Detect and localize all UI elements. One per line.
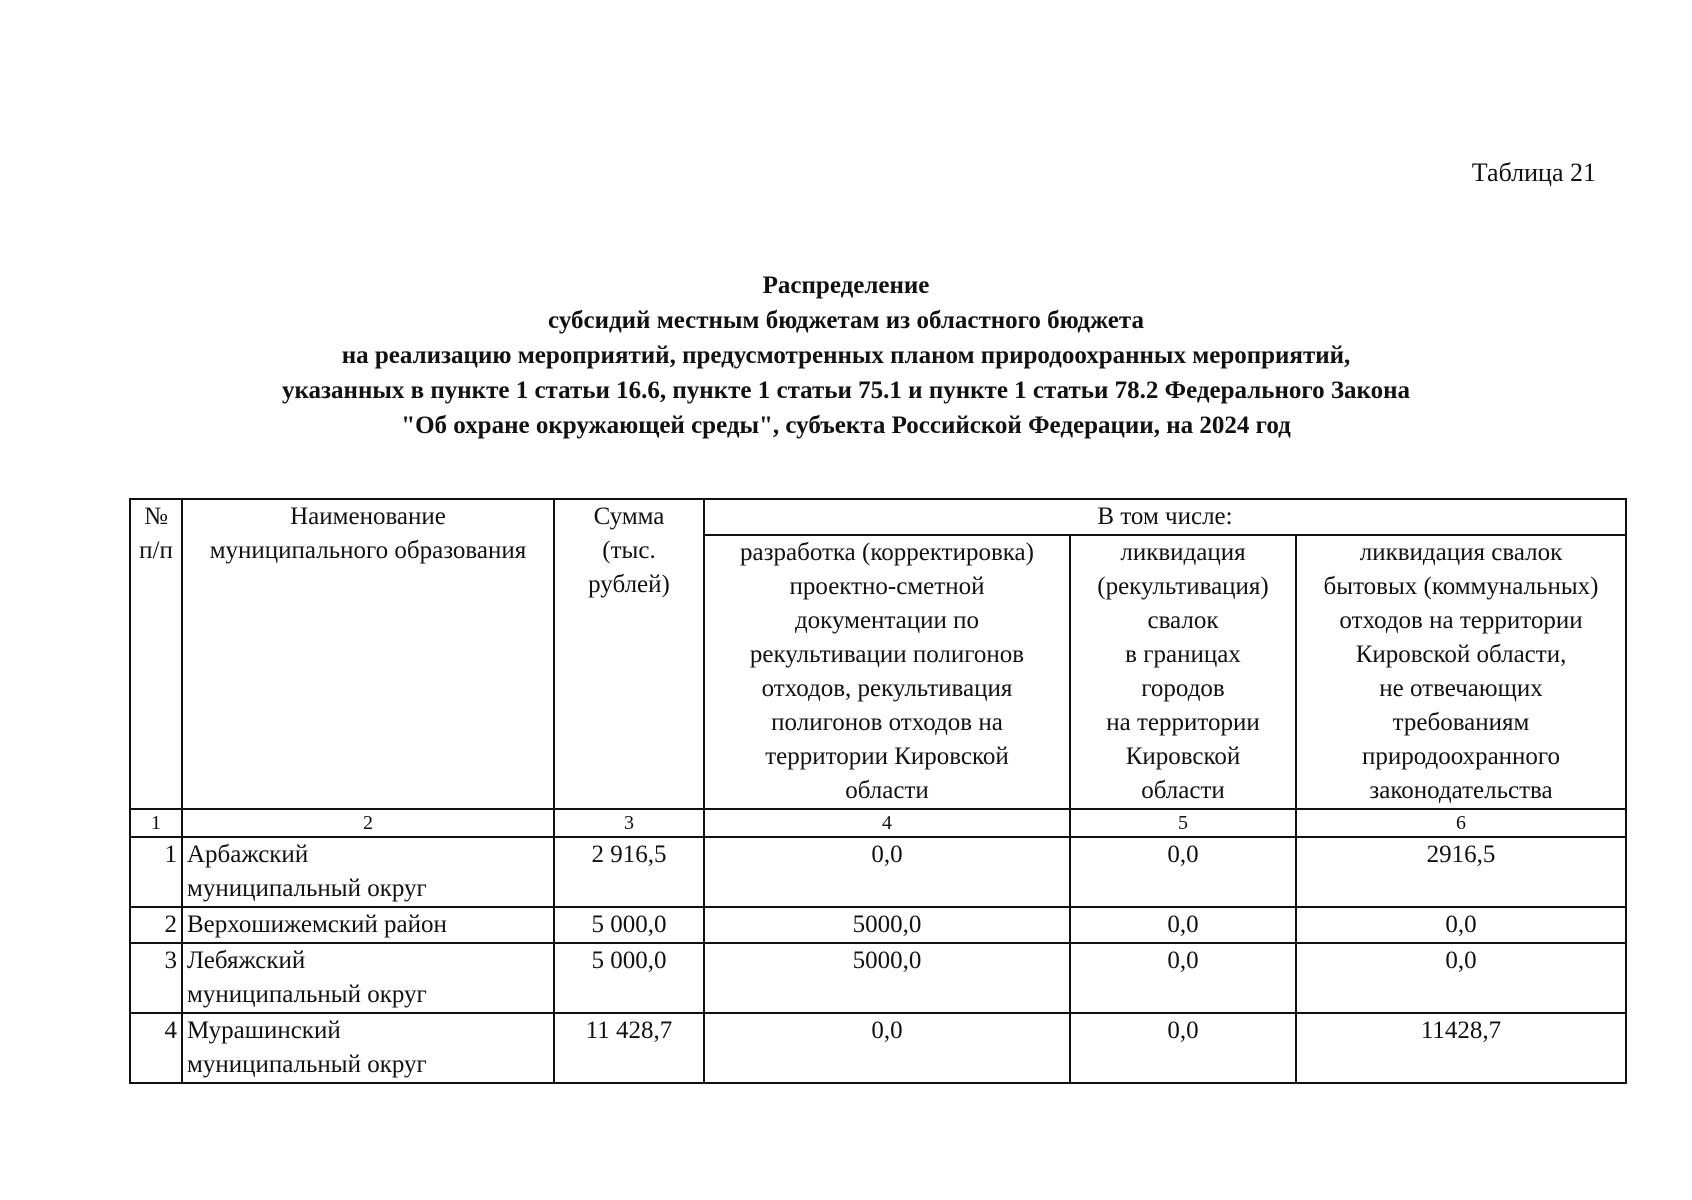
row-name-line: Арбажский (187, 841, 309, 868)
row-name-line: муниципальный округ (187, 1051, 427, 1078)
row-name-line: Мурашинский (187, 1017, 341, 1044)
row-name (182, 1013, 554, 1083)
row-sum: 11 428,7 (554, 1013, 704, 1083)
header-col6-line: бытовых (коммунальных) (1323, 573, 1599, 600)
row-col6: 0,0 (1296, 907, 1626, 943)
header-sum-line: рублей) (588, 571, 670, 598)
row-sum: 5 000,0 (554, 907, 704, 943)
header-col6-line: требованиям (1392, 709, 1530, 736)
header-col5-line: в границах (1125, 641, 1241, 668)
row-name-line: муниципальный округ (187, 981, 427, 1008)
heading-line: указанных в пункте 1 статьи 16.6, пункте 1 статьи 75.1 и пункте 1 статьи 78.2 Федерального Закона (281, 377, 1411, 404)
column-number: 3 (554, 809, 704, 837)
table-row (130, 1013, 1626, 1083)
row-sum: 5 000,0 (554, 943, 704, 1013)
header-col4-line: отходов, рекультивация (761, 675, 1013, 702)
header-col6-line: ликвидация свалок (1359, 539, 1563, 566)
header-col6-line: законодательства (1369, 777, 1553, 804)
row-sum: 2 916,5 (554, 837, 704, 907)
header-col5-line: городов (1141, 675, 1225, 702)
row-name-line: Верхошижемский район (187, 911, 447, 938)
table-row (130, 907, 1626, 943)
heading-line: Распределение (762, 272, 930, 299)
row-name-line: муниципальный округ (187, 875, 427, 902)
column-number: 4 (704, 809, 1070, 837)
header-col6-line: Кировской области, (1355, 641, 1567, 668)
row-name (182, 907, 554, 943)
header-group: В том числе: (704, 499, 1626, 535)
subsidy-distribution-table (129, 498, 1627, 1084)
header-name-line: муниципального образования (209, 537, 527, 564)
header-sum-line: Сумма (593, 503, 665, 530)
header-col4-line: полигонов отходов на (771, 709, 1003, 736)
header-col4-line: проектно-сметной (789, 573, 985, 600)
header-col4-line: области (845, 777, 929, 804)
row-name (182, 943, 554, 1013)
header-col5-line: (рекультивация) (1097, 573, 1269, 600)
header-col5-line: области (1141, 777, 1225, 804)
column-number: 1 (130, 809, 182, 837)
header-col4 (704, 535, 1070, 809)
row-num: 3 (130, 943, 182, 1013)
row-col5: 0,0 (1070, 837, 1296, 907)
row-col6: 2916,5 (1296, 837, 1626, 907)
row-name-line: Лебяжский (187, 947, 306, 974)
table-row (130, 837, 1626, 907)
header-num-line: п/п (139, 537, 173, 564)
heading-line: субсидий местным бюджетам из областного бюджета (548, 307, 1144, 334)
header-col4-line: разработка (корректировка) (740, 539, 1034, 566)
header-sum (554, 499, 704, 809)
column-number-row (130, 809, 1626, 837)
header-col5 (1070, 535, 1296, 809)
header-col4-line: документации по (794, 607, 980, 634)
header-col6-line: не отвечающих (1379, 675, 1543, 702)
row-col4: 5000,0 (704, 943, 1070, 1013)
row-name (182, 837, 554, 907)
column-number: 2 (182, 809, 554, 837)
row-num: 1 (130, 837, 182, 907)
row-col6: 0,0 (1296, 943, 1626, 1013)
row-col5: 0,0 (1070, 907, 1296, 943)
row-col4: 0,0 (704, 1013, 1070, 1083)
header-col4-line: рекультивации полигонов (749, 641, 1025, 668)
header-col5-line: ликвидация (1120, 539, 1246, 566)
header-col6-line: природоохранного (1361, 743, 1561, 770)
header-col5-line: Кировской (1125, 743, 1241, 770)
header-sum-line: (тыс. (602, 537, 656, 564)
row-col6: 11428,7 (1296, 1013, 1626, 1083)
document-heading (0, 268, 1692, 443)
column-number: 5 (1070, 809, 1296, 837)
header-col6-line: отходов на территории (1339, 607, 1583, 634)
header-col6 (1296, 535, 1626, 809)
row-col5: 0,0 (1070, 943, 1296, 1013)
header-col4-line: территории Кировской (765, 743, 1009, 770)
header-col5-line: свалок (1147, 607, 1219, 634)
row-num: 4 (130, 1013, 182, 1083)
header-num (130, 499, 182, 809)
row-num: 2 (130, 907, 182, 943)
header-name (182, 499, 554, 809)
heading-line: "Об охране окружающей среды", субъекта Российской Федерации, на 2024 год (401, 412, 1291, 439)
table-number-label: Таблица 21 (1471, 158, 1596, 187)
header-name-line: Наименование (290, 503, 446, 530)
row-col4: 0,0 (704, 837, 1070, 907)
column-number: 6 (1296, 809, 1626, 837)
table-row (130, 943, 1626, 1013)
header-num-line: № (144, 503, 168, 530)
row-col4: 5000,0 (704, 907, 1070, 943)
row-col5: 0,0 (1070, 1013, 1296, 1083)
header-row (130, 499, 1626, 535)
header-col5-line: на территории (1106, 709, 1260, 736)
heading-line: на реализацию мероприятий, предусмотренных планом природоохранных мероприятий, (341, 342, 1351, 369)
